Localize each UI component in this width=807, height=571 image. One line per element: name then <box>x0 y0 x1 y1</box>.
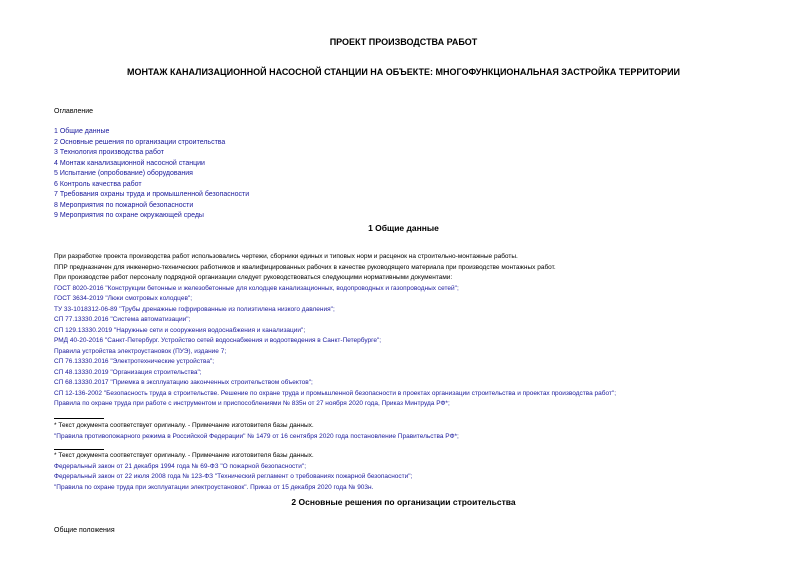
reference-link[interactable]: СП 12-136-2002 "Безопасность труда в строительстве. Решение по охране труда и промышленной безопасности в проектах организации строительства и проектах производства работ"; <box>54 389 617 397</box>
footnote-text: * Текст документа соответствует оригиналу. - Примечание изготовителя базы данных. <box>54 452 314 459</box>
paragraph: ППР предназначен для инженерно-технических работников и квалифицированных рабочих в качестве руководящего материала при производстве монтажных работ. <box>54 263 556 271</box>
toc-link-testing[interactable]: 5 Испытание (опробование) оборудования <box>54 170 193 177</box>
reference-link[interactable]: Федеральный закон от 22 июля 2008 года № 123-ФЗ "Технический регламент о требованиях пожарной безопасности"; <box>54 473 413 480</box>
reference-link[interactable]: СП 68.13330.2017 "Приемка в эксплуатацию законченных строительством объектов"; <box>54 379 313 386</box>
reference-link[interactable]: ТУ 33-1018312-06-89 "Трубы дренажные гофрированные из полиэтилена низкого давления"; <box>54 305 335 313</box>
toc-link-general-data[interactable]: 1 Общие данные <box>54 128 110 135</box>
reference-link[interactable]: СП 129.13330.2019 "Наружные сети и сооружения водоснабжения и канализации"; <box>54 326 306 334</box>
toc-heading: Оглавление <box>54 108 94 115</box>
reference-link[interactable]: "Правила противопожарного режима в Российской Федерации" № 1479 от 16 сентября 2020 года постановление Правительства РФ*; <box>54 432 459 440</box>
section-1-title: 1 Общие данные <box>368 223 439 233</box>
reference-link[interactable]: Правила устройства электроустановок (ПУЭ), издание 7; <box>54 347 227 355</box>
paragraph: При производстве работ персоналу подрядной организации следует руководствоваться следующими нормативными документами: <box>54 274 453 281</box>
reference-link[interactable]: ГОСТ 3634-2019 "Люки смотровых колодцев"; <box>54 295 193 302</box>
toc-item-4 <box>54 159 249 170</box>
toc-link-installation[interactable]: 4 Монтаж канализационной насосной станции <box>54 159 205 167</box>
reference-link[interactable]: ГОСТ 8020-2016 "Конструкции бетонные и железобетонные для колодцев канализационных, водопроводных и газопроводных сетей"; <box>54 284 459 292</box>
toc-item-8 <box>54 201 249 212</box>
toc-link-quality-control[interactable]: 6 Контроль качества работ <box>54 180 142 188</box>
toc-item-5 <box>54 169 249 180</box>
toc-item-9 <box>54 211 249 222</box>
footnote-divider <box>54 449 104 450</box>
toc-link-environment[interactable]: 9 Мероприятия по охране окружающей среды <box>54 212 204 219</box>
reference-link[interactable]: Федеральный закон от 21 декабря 1994 года № 69-ФЗ "О пожарной безопасности"; <box>54 462 307 470</box>
reference-link[interactable]: Правила по охране труда при работе с инструментом и приспособлениями № 835н от 27 ноября 2020 года, Приказ Минтруда РФ*; <box>54 400 450 407</box>
reference-link[interactable]: СП 76.13330.2016 "Электротехнические устройства"; <box>54 358 215 365</box>
footnote-1 <box>54 421 459 442</box>
reference-link[interactable]: СП 77.13330.2016 "Система автоматизации"; <box>54 316 191 323</box>
section-1-body <box>54 252 774 410</box>
toc-item-7 <box>54 190 249 201</box>
document-title: ПРОЕКТ ПРОИЗВОДСТВА РАБОТ <box>329 37 478 47</box>
reference-link[interactable]: СП 48.13330.2019 "Организация строительства"; <box>54 368 202 376</box>
section-2-subheading: Общие положения <box>54 527 115 534</box>
toc-link-fire-safety[interactable]: 8 Мероприятия по пожарной безопасности <box>54 201 194 209</box>
section-2-title: 2 Основные решения по организации строительства <box>291 497 516 507</box>
toc-link-technology[interactable]: 3 Технология производства работ <box>54 149 164 156</box>
reference-link[interactable]: РМД 40-20-2016 "Санкт-Петербург. Устройство сетей водоснабжения и водоотведения в Санкт-Петербурге"; <box>54 337 382 344</box>
table-of-contents <box>54 127 249 222</box>
toc-link-labor-safety[interactable]: 7 Требования охраны труда и промышленной безопасности <box>54 191 250 198</box>
toc-item-2 <box>54 138 249 149</box>
toc-item-3 <box>54 148 249 159</box>
toc-item-6 <box>54 180 249 191</box>
reference-link[interactable]: "Правила по охране труда при эксплуатации электроустановок". Приказ от 15 декабря 2020 года № 903н. <box>54 483 374 491</box>
document-subtitle: МОНТАЖ КАНАЛИЗАЦИОННОЙ НАСОСНОЙ СТАНЦИИ НА ОБЪЕКТЕ: МНОГОФУНКЦИОНАЛЬНАЯ ЗАСТРОЙКА ТЕРРИТОРИИ <box>126 67 681 77</box>
footnote-2 <box>54 451 412 493</box>
toc-item-1 <box>54 127 249 138</box>
footnote-text: * Текст документа соответствует оригиналу. - Примечание изготовителя базы данных. <box>54 422 314 429</box>
footnote-divider <box>54 418 104 419</box>
toc-link-organization[interactable]: 2 Основные решения по организации строительства <box>54 138 226 146</box>
paragraph: При разработке проекта производства работ использовались чертежи, сборники единых и типовых норм и расценок на строительно-монтажные работы. <box>54 253 518 260</box>
